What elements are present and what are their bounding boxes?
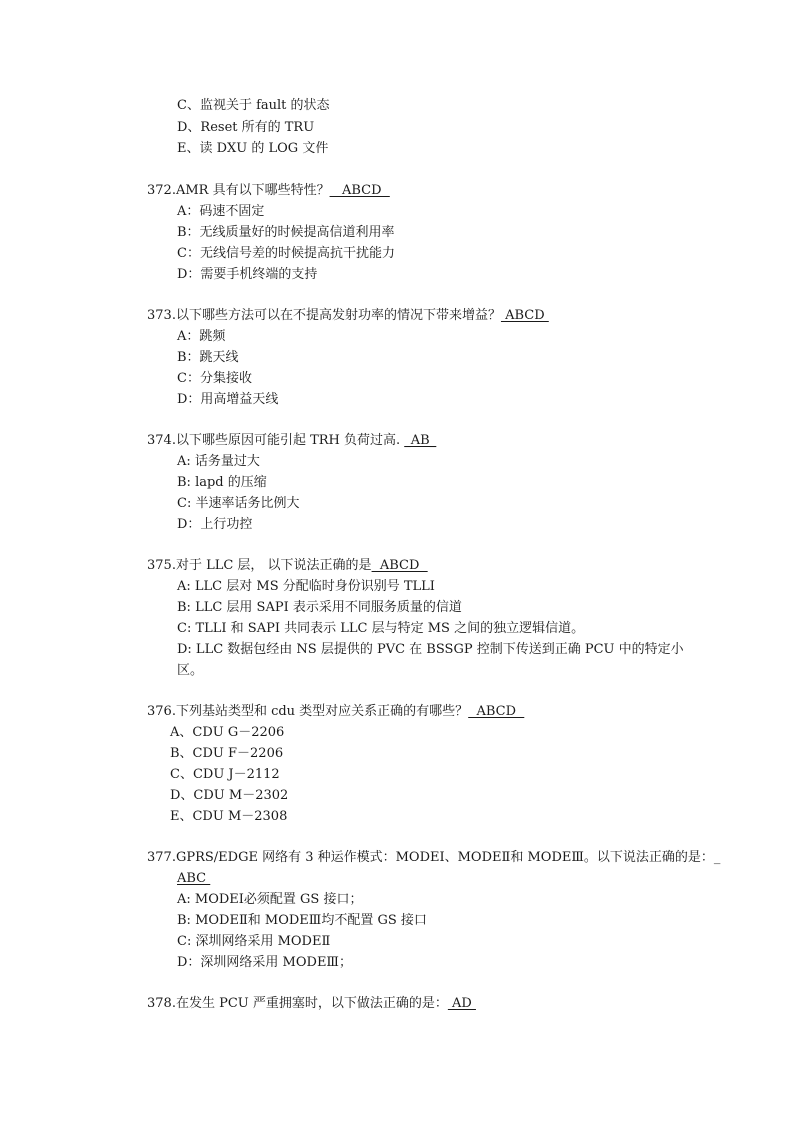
- question-374: 374.以下哪些原因可能引起 TRH 负荷过高. _AB_: [147, 433, 437, 448]
- option-e: E、读 DXU 的 LOG 文件: [177, 141, 329, 156]
- option-d: D：深圳网络采用 MODEⅢ；: [177, 955, 352, 970]
- option-a: A: LLC 层对 MS 分配临时身份识别号 TLLI: [177, 579, 435, 594]
- option-a: A: 话务量过大: [177, 454, 260, 469]
- option-d: D：需要手机终端的支持: [177, 267, 318, 282]
- option-c: C: 深圳网络采用 MODEⅡ: [177, 934, 331, 949]
- option-b: B: MODEⅡ和 MODEⅢ均不配置 GS 接口: [177, 913, 427, 928]
- answer-372: ABCD: [329, 183, 390, 198]
- option-c: C：无线信号差的时候提高抗干扰能力: [177, 246, 395, 261]
- option-a: A、CDU G－2206: [170, 725, 285, 740]
- option-c: C：分集接收: [177, 371, 252, 386]
- option-d-continued: 区。: [177, 663, 204, 678]
- option-b: B: LLC 层用 SAPI 表示采用不同服务质量的信道: [177, 600, 462, 615]
- option-b: B：无线质量好的时候提高信道利用率: [177, 225, 395, 240]
- option-d: D: LLC 数据包经由 NS 层提供的 PVC 在 BSSGP 控制下传送到正确 PCU 中的特定小: [177, 642, 684, 657]
- answer-376: ABCD: [468, 704, 525, 719]
- option-b: B：跳天线: [177, 350, 239, 365]
- option-d: D：用高增益天线: [177, 392, 279, 407]
- option-b: B、CDU F－2206: [170, 746, 284, 761]
- question-376: 376.下列基站类型和 cdu 类型对应关系正确的有哪些？ ABCD: [147, 704, 525, 719]
- option-c: C: 半速率话务比例大: [177, 496, 300, 511]
- option-c: C: TLLI 和 SAPI 共同表示 LLC 层与特定 MS 之间的独立逻辑信道。: [177, 621, 585, 636]
- question-377-answer-line: [177, 871, 210, 887]
- option-c: C、监视关于 fault 的状态: [177, 98, 330, 113]
- answer-377: ABC: [177, 871, 211, 886]
- option-d: D、CDU M－2302: [170, 788, 289, 803]
- option-d: D：上行功控: [177, 517, 253, 532]
- option-a: A：码速不固定: [177, 204, 265, 219]
- option-c: C、CDU J－2112: [170, 767, 280, 782]
- option-d: D、Reset 所有的 TRU: [177, 120, 315, 135]
- answer-378: AD: [447, 996, 476, 1011]
- option-b: B: lapd 的压缩: [177, 475, 267, 490]
- option-a: A: MODEⅠ必须配置 GS 接口；: [177, 892, 363, 907]
- option-e: E、CDU M－2308: [170, 809, 288, 824]
- question-375: 375.对于 LLC 层， 以下说法正确的是 ABCD: [147, 558, 428, 573]
- answer-374: _AB_: [404, 433, 437, 448]
- answer-375: ABCD: [371, 558, 428, 573]
- option-a: A：跳频: [177, 329, 226, 344]
- question-378: 378.在发生 PCU 严重拥塞时，以下做法正确的是： AD: [147, 996, 476, 1011]
- question-373: 373.以下哪些方法可以在不提高发射功率的情况下带来增益？ ABCD: [147, 308, 549, 323]
- question-377: 377.GPRS/EDGE 网络有 3 种运作模式：MODEⅠ、MODEⅡ和 MODEⅢ。以下说法正确的是：_: [147, 850, 721, 865]
- question-372: 372.AMR 具有以下哪些特性？ ABCD: [147, 183, 390, 198]
- answer-373: ABCD: [500, 308, 549, 323]
